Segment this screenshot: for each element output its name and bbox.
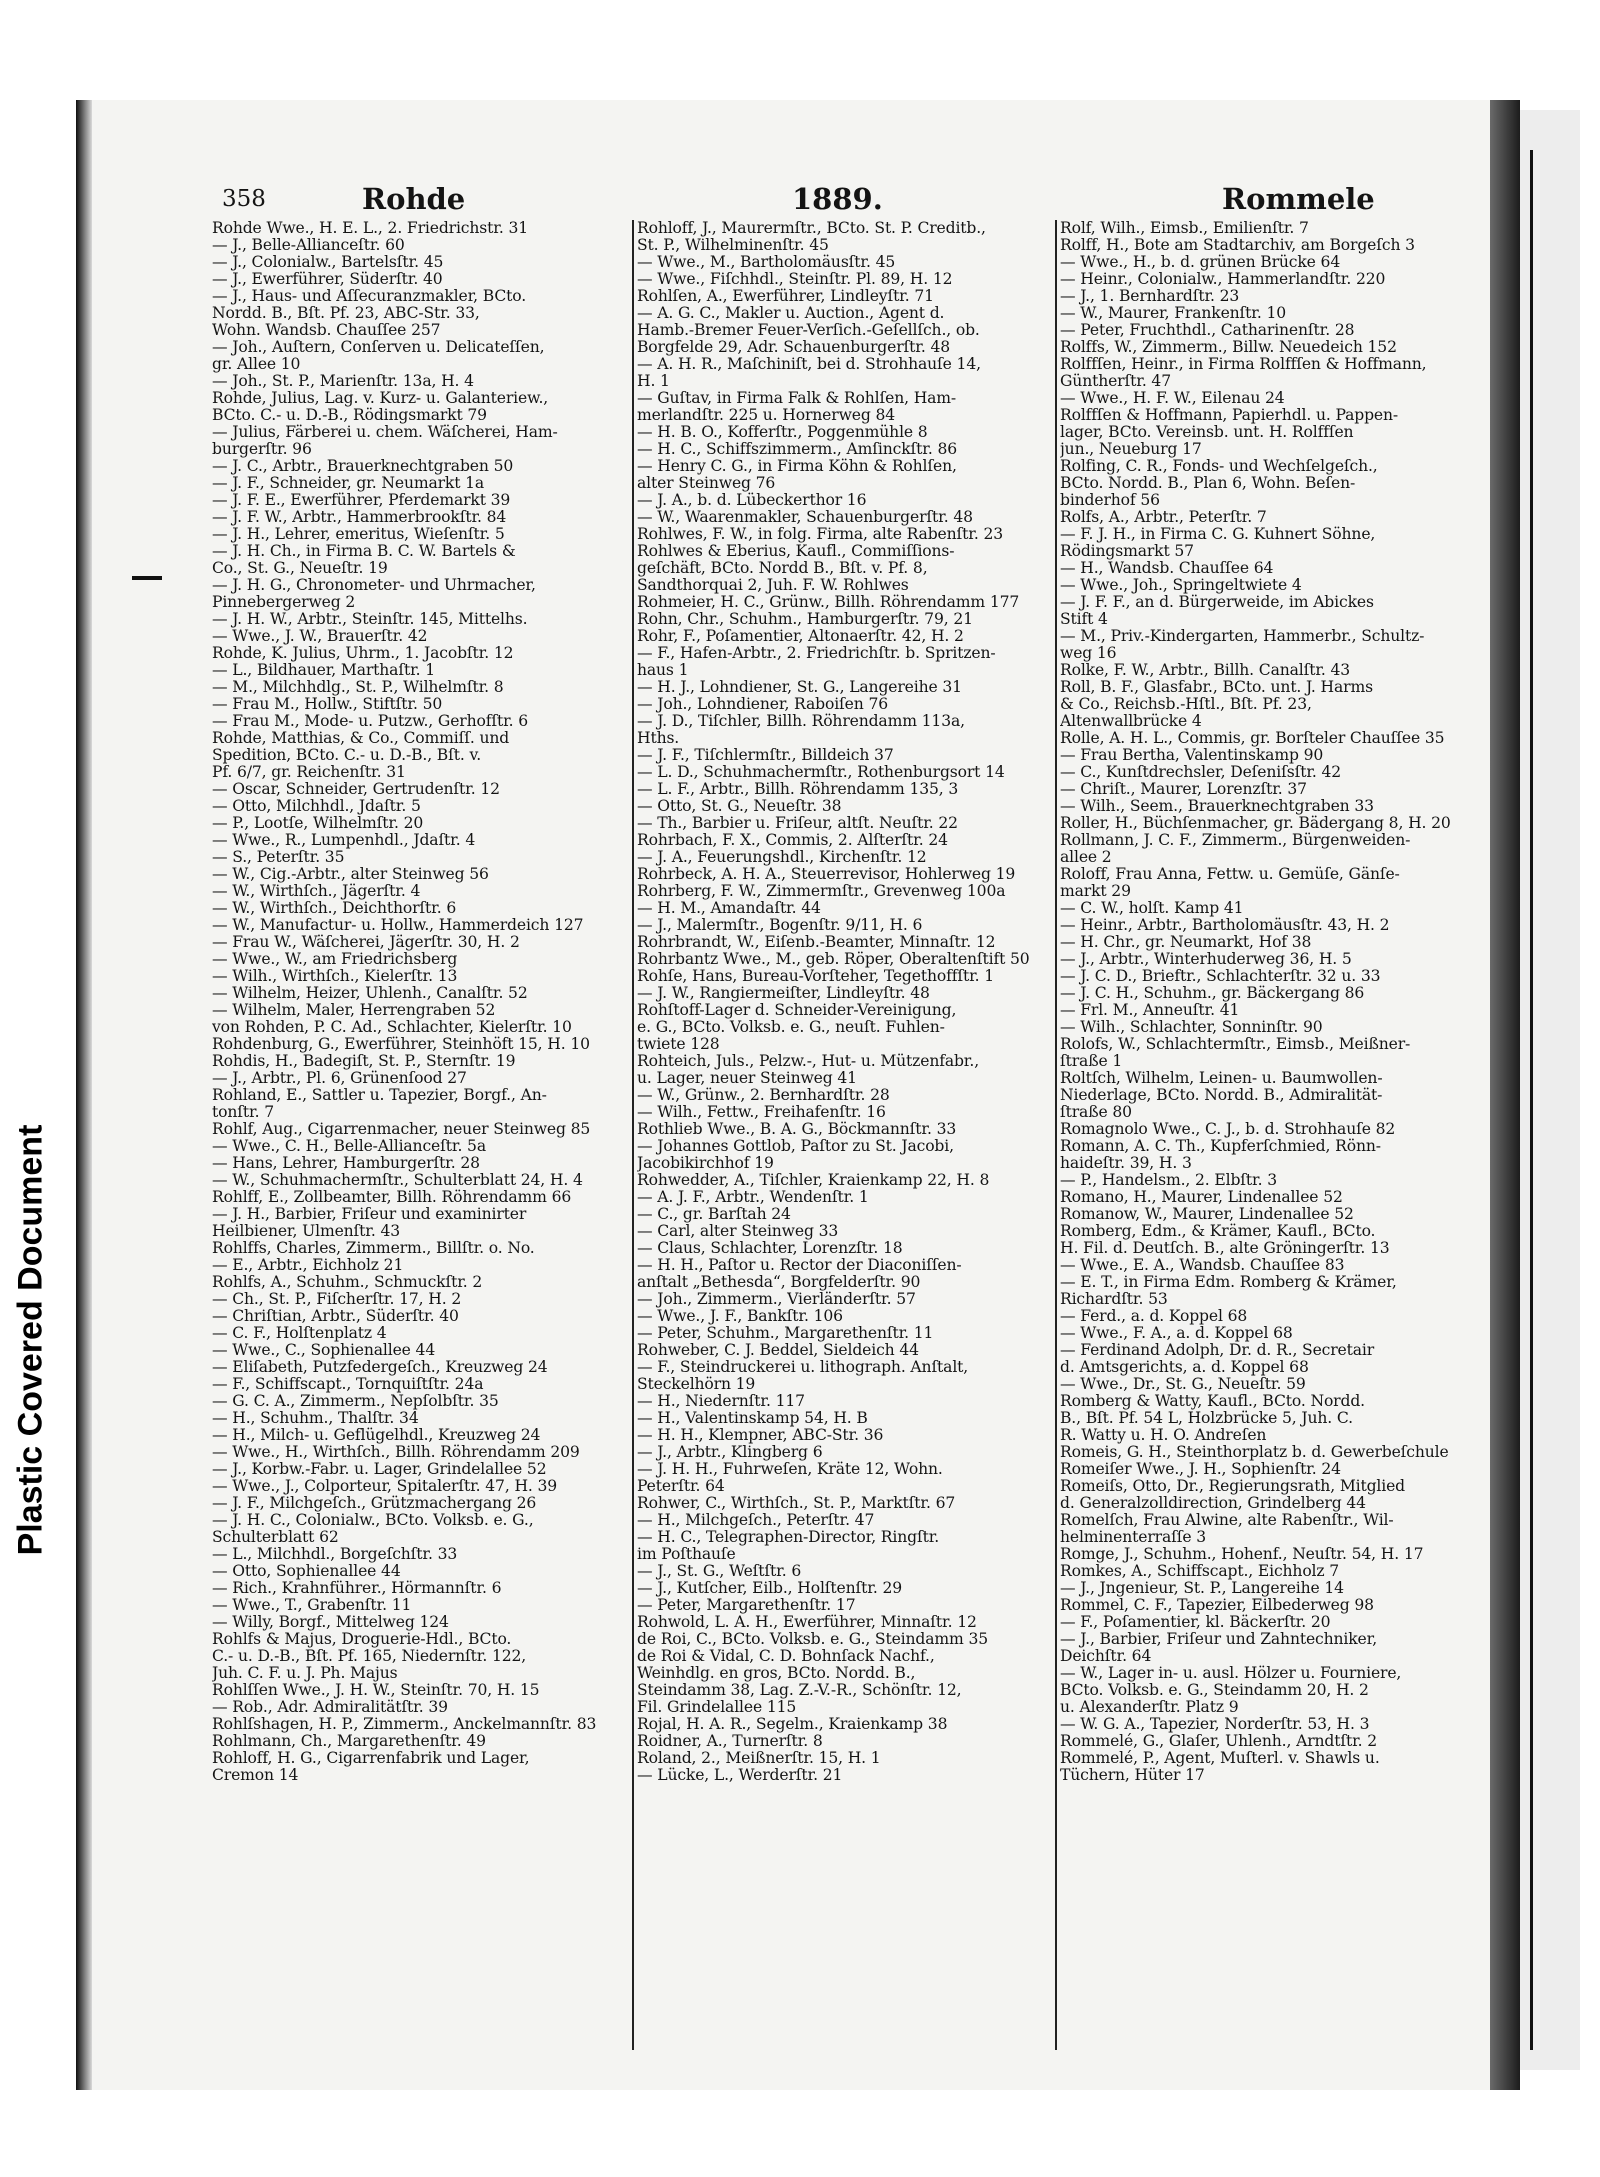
directory-entry-line: alter Steinweg 76 <box>637 475 776 492</box>
directory-entry-line: — A. G. C., Makler u. Auction., Agent d. <box>637 305 945 322</box>
directory-entry-line: — H. H., Klempner, ABC-Str. 36 <box>637 1427 884 1444</box>
column-divider <box>632 220 634 2050</box>
directory-entry-line: — Peter, Margarethenſtr. 17 <box>637 1597 856 1614</box>
directory-entry-line: — Ferdinand Adolph, Dr. d. R., Secretair <box>1060 1342 1375 1359</box>
directory-entry-line: — Wwe., H., Wirthſch., Billh. Röhrendamm 209 <box>212 1444 580 1461</box>
directory-entry-line: — Ferd., a. d. Koppel 68 <box>1060 1308 1248 1325</box>
directory-entry-line: Romeiſer Wwe., J. H., Sophienſtr. 24 <box>1060 1461 1341 1478</box>
directory-entry-line: — M., Milchhdlg., St. P., Wilhelmſtr. 8 <box>212 679 504 696</box>
header-right-word: Rommele <box>1222 182 1375 216</box>
directory-entry-line: Romanow, W., Maurer, Lindenallee 52 <box>1060 1206 1354 1223</box>
directory-entry-line: im Poſthauſe <box>637 1546 736 1563</box>
directory-entry-line: Rolffſen, Heinr., in Firma Rolffſen & Hoffmann, <box>1060 356 1427 373</box>
directory-entry-line: Roller, H., Büchſenmacher, gr. Bädergang 8, H. 20 <box>1060 815 1451 832</box>
directory-entry-line: — J. H. H., Fuhrweſen, Kräte 12, Wohn. <box>637 1461 943 1478</box>
directory-entry-line: Roltſch, Wilhelm, Leinen- u. Baumwollen- <box>1060 1070 1383 1087</box>
directory-entry-line: Rohrbantz Wwe., M., geb. Röper, Oberaltenſtift 50 <box>637 951 1030 968</box>
directory-entry-line: Rolofs, W., Schlachtermſtr., Eimsb., Meißner- <box>1060 1036 1411 1053</box>
directory-entry-line: Rolfs, A., Arbtr., Peterſtr. 7 <box>1060 509 1267 526</box>
directory-entry-line: — W., Grünw., 2. Bernhardſtr. 28 <box>637 1087 890 1104</box>
directory-entry-line: Co., St. G., Neueſtr. 19 <box>212 560 388 577</box>
directory-entry-line: Rohde, K. Julius, Uhrm., 1. Jacobſtr. 12 <box>212 645 514 662</box>
directory-entry-line: — H., Milch- u. Geflügelhdl., Kreuzweg 24 <box>212 1427 541 1444</box>
directory-entry-line: — F., Schiffscapt., Tornquiſtſtr. 24a <box>212 1376 484 1393</box>
directory-entry-line: Rommelé, G., Glaſer, Uhlenh., Arndtſtr. 2 <box>1060 1733 1378 1750</box>
directory-entry-line: — A. J. F., Arbtr., Wendenſtr. 1 <box>637 1189 869 1206</box>
directory-entry-line: — J. C., Arbtr., Brauerknechtgraben 50 <box>212 458 514 475</box>
directory-entry-line: — Wilhelm, Maler, Herrengraben 52 <box>212 1002 496 1019</box>
directory-entry-line: Wohn. Wandsb. Chauſſee 257 <box>212 322 441 339</box>
directory-entry-line: — J., Barbier, Friſeur und Zahntechniker, <box>1060 1631 1378 1648</box>
directory-entry-line: — C. W., holſt. Kamp 41 <box>1060 900 1244 917</box>
directory-entry-line: — Willy, Borgf., Mittelweg 124 <box>212 1614 449 1631</box>
directory-entry-line: Romberg & Watty, Kaufl., BCto. Nordd. <box>1060 1393 1365 1410</box>
directory-entry-line: Rohlſſen Wwe., J. H. W., Steinſtr. 70, H. 15 <box>212 1682 540 1699</box>
directory-entry-line: Rohlwes & Eberius, Kaufl., Commiſſions- <box>637 543 955 560</box>
directory-entry-line: — Frl. M., Anneuſtr. 41 <box>1060 1002 1240 1019</box>
directory-entry-line: jun., Neueburg 17 <box>1060 441 1202 458</box>
page-header <box>92 180 1490 220</box>
directory-entry-line: Rohrbrandt, W., Eiſenb.-Beamter, Minnaſtr. 12 <box>637 934 996 951</box>
directory-entry-line: — W., Wirthſch., Jägerſtr. 4 <box>212 883 421 900</box>
directory-entry-line: — Wwe., H. F. W., Eilenau 24 <box>1060 390 1285 407</box>
directory-entry-line: — F., Steindruckerei u. lithograph. Anſtalt, <box>637 1359 969 1376</box>
directory-entry-line: — Chriſt., Maurer, Lorenzſtr. 37 <box>1060 781 1307 798</box>
directory-entry-line: & Co., Reichsb.-Hſtl., Bſt. Pf. 23, <box>1060 696 1312 713</box>
directory-entry-line: Sandthorquai 2, Juh. F. W. Rohlwes <box>637 577 909 594</box>
directory-entry-line: Rohteich, Juls., Pelzw.-, Hut- u. Mützenfabr., <box>637 1053 980 1070</box>
directory-entry-line: — J. F., Schneider, gr. Neumarkt 1a <box>212 475 485 492</box>
directory-entry-line: Richardſtr. 53 <box>1060 1291 1168 1308</box>
directory-entry-line: — Wilh., Seem., Brauerknechtgraben 33 <box>1060 798 1374 815</box>
directory-entry-line: — J. A., b. d. Lübeckerthor 16 <box>637 492 867 509</box>
directory-entry-line: Rolf, Wilh., Eimsb., Emilienſtr. 7 <box>1060 220 1309 237</box>
directory-entry-line: — C., Kunſtdrechsler, Deſeniſsſtr. 42 <box>1060 764 1342 781</box>
directory-entry-line: — Wwe., E. A., Wandsb. Chauſſee 83 <box>1060 1257 1345 1274</box>
directory-entry-line: Rohrbeck, A. H. A., Steuerrevisor, Hohlerweg 19 <box>637 866 1016 883</box>
directory-entry-line: — Wwe., F. A., a. d. Koppel 68 <box>1060 1325 1293 1342</box>
directory-entry-line: haideſtr. 39, H. 3 <box>1060 1155 1192 1172</box>
directory-entry-line: — E., Arbtr., Eichholz 21 <box>212 1257 404 1274</box>
directory-entry-line: — J. F. W., Arbtr., Hammerbrookſtr. 84 <box>212 509 507 526</box>
directory-entry-line: — J. C. D., Brieftr., Schlachterſtr. 32 u. 33 <box>1060 968 1381 985</box>
directory-entry-line: — J. F., Milchgeſch., Grützmachergang 26 <box>212 1495 537 1512</box>
directory-entry-line: — H. J., Lohndiener, St. G., Langereihe 31 <box>637 679 962 696</box>
directory-entry-line: Schulterblatt 62 <box>212 1529 339 1546</box>
directory-entry-line: — E. T., in Firma Edm. Romberg & Krämer, <box>1060 1274 1397 1291</box>
directory-entry-line: Spedition, BCto. C.- u. D.-B., Bſt. v. <box>212 747 482 764</box>
directory-entry-line: Rohr, F., Poſamentier, Altonaerſtr. 42, H. 2 <box>637 628 964 645</box>
directory-entry-line: — J., Haus- und Aſſecuranzmakler, BCto. <box>212 288 527 305</box>
directory-entry-line: — Wwe., R., Lumpenhdl., Jdaſtr. 4 <box>212 832 476 849</box>
directory-entry-line: Rohrbach, F. X., Commis, 2. Alſterſtr. 24 <box>637 832 948 849</box>
directory-entry-line: — Rich., Krahnführer., Hörmannſtr. 6 <box>212 1580 502 1597</box>
directory-entry-line: burgerſtr. 96 <box>212 441 312 458</box>
directory-entry-line: — H. B. O., Kofferſtr., Poggenmühle 8 <box>637 424 928 441</box>
directory-entry-line: — J. F. F., an d. Bürgerweide, im Abickes <box>1060 594 1374 611</box>
directory-entry-line: — H., Milchgeſch., Peterſtr. 47 <box>637 1512 875 1529</box>
directory-entry-line: — Wwe., J. F., Bankſtr. 106 <box>637 1308 843 1325</box>
directory-entry-line: — Johannes Gottlob, Paſtor zu St. Jacobi, <box>637 1138 954 1155</box>
directory-entry-line: — H., Niedernſtr. 117 <box>637 1393 805 1410</box>
directory-entry-line: Rohde, Julius, Lag. v. Kurz- u. Galanteriew., <box>212 390 549 407</box>
page-number: 358 <box>222 186 266 212</box>
directory-entry-line: ſtraße 80 <box>1060 1104 1132 1121</box>
directory-entry-line: — J., Jngenieur, St. P., Langereihe 14 <box>1060 1580 1344 1597</box>
directory-entry-line: — H. M., Amandaſtr. 44 <box>637 900 821 917</box>
directory-entry-line: Roland, 2., Meißnerſtr. 15, H. 1 <box>637 1750 881 1767</box>
directory-entry-line: — H., Wandsb. Chauſſee 64 <box>1060 560 1274 577</box>
directory-entry-line: — J. F., Tiſchlermſtr., Billdeich 37 <box>637 747 894 764</box>
directory-entry-line: — L., Bildhauer, Marthaſtr. 1 <box>212 662 436 679</box>
margin-mark <box>132 576 162 580</box>
directory-entry-line: Rohdenburg, G., Ewerführer, Steinhöft 15, H. 10 <box>212 1036 590 1053</box>
directory-entry-line: — H., Valentinskamp 54, H. B <box>637 1410 868 1427</box>
directory-entry-line: Deichſtr. 64 <box>1060 1648 1152 1665</box>
directory-page <box>92 100 1490 2090</box>
directory-entry-line: — Frau Bertha, Valentinskamp 90 <box>1060 747 1324 764</box>
directory-entry-line: Cremon 14 <box>212 1767 299 1784</box>
directory-entry-line: — Oscar, Schneider, Gertrudenſtr. 12 <box>212 781 500 798</box>
directory-entry-line: Stift 4 <box>1060 611 1108 628</box>
directory-entry-line: — Joh., St. P., Marienſtr. 13a, H. 4 <box>212 373 474 390</box>
directory-entry-line: — W. G. A., Tapezier, Norderſtr. 53, H. 3 <box>1060 1716 1370 1733</box>
directory-entry-line: — Frau W., Wäſcherei, Jägerſtr. 30, H. 2 <box>212 934 520 951</box>
directory-entry-line: H. Fil. d. Deutſch. B., alte Gröningerſtr. 13 <box>1060 1240 1390 1257</box>
directory-entry-line: e. G., BCto. Volksb. e. G., neuſt. Fuhlen- <box>637 1019 945 1036</box>
directory-entry-line: u. Lager, neuer Steinweg 41 <box>637 1070 857 1087</box>
directory-entry-line: — Wwe., J. W., Brauerſtr. 42 <box>212 628 428 645</box>
directory-entry-line: merlandſtr. 225 u. Hornerweg 84 <box>637 407 896 424</box>
directory-entry-line: gr. Allee 10 <box>212 356 301 373</box>
directory-entry-line: — H. C., Telegraphen-Director, Ringſtr. <box>637 1529 940 1546</box>
directory-entry-line: — C. F., Holſtenplatz 4 <box>212 1325 387 1342</box>
directory-entry-line: — H. H., Paſtor u. Rector der Diaconiſſen- <box>637 1257 962 1274</box>
directory-entry-line: — J., Arbtr., Klingberg 6 <box>637 1444 823 1461</box>
directory-entry-line: Rohwold, L. A. H., Ewerführer, Minnaſtr. 12 <box>637 1614 977 1631</box>
directory-entry-line: weg 16 <box>1060 645 1117 662</box>
directory-entry-line: — J., Kutſcher, Eilb., Holſtenſtr. 29 <box>637 1580 902 1597</box>
directory-entry-line: — J., St. G., Weſtſtr. 6 <box>637 1563 802 1580</box>
directory-entry-line: Rohlffs, Charles, Zimmerm., Billſtr. o. No. <box>212 1240 535 1257</box>
directory-entry-line: — Frau M., Mode- u. Putzw., Gerhofſtr. 6 <box>212 713 529 730</box>
directory-entry-line: — L. D., Schuhmachermſtr., Rothenburgsort 14 <box>637 764 1005 781</box>
directory-column-3 <box>1060 220 1480 1784</box>
directory-entry-line: Rohlſen, A., Ewerführer, Lindleyſtr. 71 <box>637 288 934 305</box>
directory-entry-line: Weinhdlg. en gros, BCto. Nordd. B., <box>637 1665 916 1682</box>
directory-entry-line: Jacobikirchhof 19 <box>637 1155 774 1172</box>
directory-entry-line: Romelſch, Frau Alwine, alte Rabenſtr., Wil- <box>1060 1512 1394 1529</box>
directory-entry-line: Rohwer, C., Wirthſch., St. P., Marktſtr. 67 <box>637 1495 956 1512</box>
directory-entry-line: Rolffs, W., Zimmerm., Billw. Neuedeich 152 <box>1060 339 1397 356</box>
directory-entry-line: lager, BCto. Vereinsb. unt. H. Rolffſen <box>1060 424 1354 441</box>
directory-entry-line: Rolffſen & Hoffmann, Papierhdl. u. Pappen- <box>1060 407 1399 424</box>
directory-entry-line: Fil. Grindelallee 115 <box>637 1699 797 1716</box>
directory-entry-line: — F., Hafen-Arbtr., 2. Friedrichſtr. b. Spritzen- <box>637 645 996 662</box>
directory-entry-line: Rohn, Chr., Schuhm., Hamburgerſtr. 79, 21 <box>637 611 973 628</box>
directory-entry-line: — Frau M., Hollw., Stiftſtr. 50 <box>212 696 443 713</box>
directory-entry-line: — H. Chr., gr. Neumarkt, Hof 38 <box>1060 934 1312 951</box>
directory-entry-line: — Wwe., T., Grabenſtr. 11 <box>212 1597 412 1614</box>
directory-entry-line: — Wwe., W., am Friedrichsberg <box>212 951 458 968</box>
page-edge <box>1490 100 1520 2090</box>
directory-entry-line: — J., Arbtr., Pl. 6, Grünenſood 27 <box>212 1070 467 1087</box>
plastic-cover-label-text: Plastic Covered Document <box>11 1124 50 1556</box>
directory-entry-line: — Wwe., Fiſchhdl., Steinſtr. Pl. 89, H. 12 <box>637 271 953 288</box>
directory-entry-line: de Roi, C., BCto. Volksb. e. G., Steindamm 35 <box>637 1631 988 1648</box>
directory-entry-line: Rohlf, Aug., Cigarrenmacher, neuer Steinweg 85 <box>212 1121 591 1138</box>
facing-page-rule <box>1530 150 1533 2050</box>
directory-entry-line: Rohlſshagen, H. P., Zimmerm., Anckelmannſtr. 83 <box>212 1716 597 1733</box>
directory-entry-line: — W., Wirthſch., Deichthorſtr. 6 <box>212 900 457 917</box>
directory-entry-line: Pinnebergerweg 2 <box>212 594 356 611</box>
directory-entry-line: — J., Ewerführer, Süderſtr. 40 <box>212 271 443 288</box>
directory-entry-line: Rohlfs & Majus, Droguerie-Hdl., BCto. <box>212 1631 512 1648</box>
directory-entry-line: twiete 128 <box>637 1036 720 1053</box>
directory-entry-line: H. 1 <box>637 373 670 390</box>
directory-entry-line: — Otto, Milchhdl., Jdaſtr. 5 <box>212 798 421 815</box>
directory-entry-line: — Julius, Färberei u. chem. Wäſcherei, Ham- <box>212 424 558 441</box>
directory-entry-line: — Otto, St. G., Neueſtr. 38 <box>637 798 842 815</box>
directory-entry-line: Rolff, H., Bote am Stadtarchiv, am Borgeſch 3 <box>1060 237 1415 254</box>
directory-entry-line: — Heinr., Arbtr., Bartholomäusſtr. 43, H. 2 <box>1060 917 1390 934</box>
directory-entry-line: — Joh., Lohndiener, Raboiſen 76 <box>637 696 889 713</box>
header-left-word: Rohde <box>362 182 466 216</box>
directory-entry-line: — Wilhelm, Heizer, Uhlenh., Canalſtr. 52 <box>212 985 528 1002</box>
directory-entry-line: — A. H. R., Maſchiniſt, bei d. Strohhauſe 14, <box>637 356 981 373</box>
directory-entry-line: — Hans, Lehrer, Hamburgerſtr. 28 <box>212 1155 480 1172</box>
directory-entry-line: Niederlage, BCto. Nordd. B., Admiralität- <box>1060 1087 1383 1104</box>
directory-entry-line: Rohmeier, H. C., Grünw., Billh. Röhrendamm 177 <box>637 594 1020 611</box>
directory-entry-line: — Peter, Fruchthdl., Catharinenſtr. 28 <box>1060 322 1355 339</box>
directory-entry-line: ſtraße 1 <box>1060 1053 1123 1070</box>
directory-entry-line: St. P., Wilhelminenſtr. 45 <box>637 237 829 254</box>
directory-entry-line: — P., Lootſe, Wilhelmſtr. 20 <box>212 815 424 832</box>
directory-entry-line: Romann, A. C. Th., Kupferſchmied, Rönn- <box>1060 1138 1381 1155</box>
directory-entry-line: de Roi & Vidal, C. D. Bohnſack Nachf., <box>637 1648 935 1665</box>
directory-entry-line: Güntherſtr. 47 <box>1060 373 1171 390</box>
directory-entry-line: Rödingsmarkt 57 <box>1060 543 1194 560</box>
directory-entry-line: — M., Priv.-Kindergarten, Hammerbr., Schultz- <box>1060 628 1425 645</box>
directory-entry-line: Romeiſs, Otto, Dr., Regierungsrath, Mitglied <box>1060 1478 1406 1495</box>
directory-entry-line: — F., Poſamentier, kl. Bäckerſtr. 20 <box>1060 1614 1331 1631</box>
directory-entry-line: — Guſtav, in Firma Falk & Rohlſen, Ham- <box>637 390 957 407</box>
directory-entry-line: Romkes, A., Schiffscapt., Eichholz 7 <box>1060 1563 1340 1580</box>
directory-entry-line: Rohde, Matthias, & Co., Commiſſ. und <box>212 730 510 747</box>
directory-entry-line: — J. A., Feuerungshdl., Kirchenſtr. 12 <box>637 849 927 866</box>
directory-entry-line: Rolke, F. W., Arbtr., Billh. Canalſtr. 43 <box>1060 662 1351 679</box>
directory-entry-line: — W., Cig.-Arbtr., alter Steinweg 56 <box>212 866 489 883</box>
directory-entry-line: Peterſtr. 64 <box>637 1478 725 1495</box>
directory-entry-line: — J. H. G., Chronometer- und Uhrmacher, <box>212 577 536 594</box>
directory-entry-line: — J. H. C., Colonialw., BCto. Volksb. e. G., <box>212 1512 534 1529</box>
directory-entry-line: BCto. Volksb. e. G., Steindamm 20, H. 2 <box>1060 1682 1369 1699</box>
directory-entry-line: — Wwe., H., b. d. grünen Brücke 64 <box>1060 254 1341 271</box>
directory-entry-line: — S., Peterſtr. 35 <box>212 849 345 866</box>
directory-entry-line: — L. F., Arbtr., Billh. Röhrendamm 135, 3 <box>637 781 959 798</box>
directory-entry-line: — J., Malermſtr., Bogenſtr. 9/11, H. 6 <box>637 917 923 934</box>
directory-entry-line: Juh. C. F. u. J. Ph. Majus <box>212 1665 398 1682</box>
directory-entry-line: Rohde Wwe., H. E. L., 2. Friedrichstr. 31 <box>212 220 528 237</box>
directory-entry-line: Altenwallbrücke 4 <box>1060 713 1202 730</box>
directory-entry-line: — L., Milchhdl., Borgeſchſtr. 33 <box>212 1546 458 1563</box>
directory-entry-line: Rohwedder, A., Tiſchler, Kraienkamp 22, H. 8 <box>637 1172 990 1189</box>
directory-entry-line: — W., Waarenmakler, Schauenburgerſtr. 48 <box>637 509 973 526</box>
directory-entry-line: BCto. Nordd. B., Plan 6, Wohn. Beſen- <box>1060 475 1356 492</box>
directory-entry-line: — J., Belle-Allianceſtr. 60 <box>212 237 405 254</box>
directory-entry-line: — Wilh., Schlachter, Sonninſtr. 90 <box>1060 1019 1323 1036</box>
plastic-cover-label <box>0 1080 62 1600</box>
directory-entry-line: — Ch., St. P., Fiſcherſtr. 17, H. 2 <box>212 1291 462 1308</box>
directory-entry-line: Roloff, Frau Anna, Fettw. u. Gemüſe, Gänſe- <box>1060 866 1400 883</box>
directory-entry-line: — Peter, Schuhm., Margarethenſtr. 11 <box>637 1325 934 1342</box>
directory-entry-line: Rohlmann, Ch., Margarethenſtr. 49 <box>212 1733 486 1750</box>
directory-entry-line: — Henry C. G., in Firma Köhn & Rohlſen, <box>637 458 957 475</box>
directory-entry-line: Rohlwes, F. W., in folg. Firma, alte Rabenſtr. 23 <box>637 526 1003 543</box>
directory-column-1 <box>212 220 632 1784</box>
directory-entry-line: Rolfing, C. R., Fonds- und Wechſelgeſch., <box>1060 458 1378 475</box>
directory-entry-line: — J., Korbw.-Fabr. u. Lager, Grindelallee 52 <box>212 1461 547 1478</box>
directory-entry-line: — J. H. Ch., in Firma B. C. W. Bartels & <box>212 543 516 560</box>
directory-entry-line: Romano, H., Maurer, Lindenallee 52 <box>1060 1189 1343 1206</box>
directory-entry-line: — Joh., Zimmerm., Vierländerſtr. 57 <box>637 1291 916 1308</box>
directory-entry-line: Pf. 6/7, gr. Reichenſtr. 31 <box>212 764 406 781</box>
binding-shadow <box>76 100 92 2090</box>
directory-entry-line: Rohlfs, A., Schuhm., Schmuckſtr. 2 <box>212 1274 483 1291</box>
directory-entry-line: — H., Schuhm., Thalſtr. 34 <box>212 1410 419 1427</box>
directory-entry-line: Borgfelde 29, Adr. Schauenburgerſtr. 48 <box>637 339 950 356</box>
directory-entry-line: R. Watty u. H. O. Andreſen <box>1060 1427 1267 1444</box>
directory-entry-line: d. Amtsgerichts, a. d. Koppel 68 <box>1060 1359 1309 1376</box>
directory-entry-line: — Wwe., M., Bartholomäusſtr. 45 <box>637 254 896 271</box>
directory-entry-line: — Th., Barbier u. Friſeur, altſt. Neuſtr. 22 <box>637 815 958 832</box>
directory-entry-line: — J. H., Barbier, Friſeur und examinirter <box>212 1206 527 1223</box>
directory-entry-line: — Wilh., Fettw., Freihafenſtr. 16 <box>637 1104 886 1121</box>
directory-entry-line: Romagnolo Wwe., C. J., b. d. Strohhauſe 82 <box>1060 1121 1396 1138</box>
directory-entry-line: Rohrberg, F. W., Zimmermſtr., Grevenweg 100a <box>637 883 1006 900</box>
directory-entry-line: tonſtr. 7 <box>212 1104 274 1121</box>
directory-entry-line: Heilbiener, Ulmenſtr. 43 <box>212 1223 401 1240</box>
directory-entry-line: — F. J. H., in Firma C. G. Kuhnert Söhne, <box>1060 526 1376 543</box>
directory-entry-line: — Eliſabeth, Putzfedergeſch., Kreuzweg 24 <box>212 1359 548 1376</box>
directory-entry-line: Rohdis, H., Badegiſt, St. P., Sternſtr. 19 <box>212 1053 516 1070</box>
directory-entry-line: — Wilh., Wirthſch., Kielerſtr. 13 <box>212 968 458 985</box>
directory-entry-line: — W., Lager in- u. ausl. Hölzer u. Fourniere, <box>1060 1665 1402 1682</box>
directory-entry-line: Romeis, G. H., Steinthorplatz b. d. Gewerbeſchule <box>1060 1444 1449 1461</box>
directory-entry-line: — P., Handelsm., 2. Elbſtr. 3 <box>1060 1172 1277 1189</box>
directory-entry-line: Rollmann, J. C. F., Zimmerm., Bürgenweiden- <box>1060 832 1411 849</box>
directory-entry-line: — Wwe., Joh., Springeltwiete 4 <box>1060 577 1302 594</box>
directory-entry-line: — H. C., Schiffszimmerm., Amſinckſtr. 86 <box>637 441 957 458</box>
directory-entry-line: — J. F. E., Ewerführer, Pferdemarkt 39 <box>212 492 511 509</box>
directory-entry-line: — J. H., Lehrer, emeritus, Wieſenſtr. 5 <box>212 526 505 543</box>
header-year: 1889. <box>792 182 883 216</box>
directory-entry-line: Rohſtoff-Lager d. Schneider-Vereinigung, <box>637 1002 957 1019</box>
directory-entry-line: markt 29 <box>1060 883 1131 900</box>
directory-entry-line: Rothlieb Wwe., B. A. G., Böckmannſtr. 33 <box>637 1121 957 1138</box>
directory-entry-line: Rohloff, H. G., Cigarrenfabrik und Lager, <box>212 1750 530 1767</box>
directory-entry-line: Rommel, C. F., Tapezier, Eilbederweg 98 <box>1060 1597 1374 1614</box>
directory-entry-line: — Chriſtian, Arbtr., Süderſtr. 40 <box>212 1308 459 1325</box>
directory-entry-line: Hths. <box>637 730 680 747</box>
directory-entry-line: Romberg, Edm., & Krämer, Kaufl., BCto. <box>1060 1223 1376 1240</box>
directory-entry-line: — Joh., Auſtern, Conſerven u. Delicateſſen, <box>212 339 545 356</box>
directory-entry-line: haus 1 <box>637 662 689 679</box>
directory-entry-line: Rolle, A. H. L., Commis, gr. Borſteler Chauſſee 35 <box>1060 730 1445 747</box>
directory-entry-line: Rommelé, P., Agent, Muſterl. v. Shawls u. <box>1060 1750 1380 1767</box>
directory-entry-line: Rohſe, Hans, Bureau-Vorſteher, Tegethoffſtr. 1 <box>637 968 995 985</box>
directory-entry-line: Tüchern, Hüter 17 <box>1060 1767 1205 1784</box>
directory-entry-line: — Wwe., C. H., Belle-Allianceſtr. 5a <box>212 1138 486 1155</box>
directory-entry-line: — Lücke, L., Werderſtr. 21 <box>637 1767 843 1784</box>
directory-entry-line: — W., Manufactur- u. Hollw., Hammerdeich 127 <box>212 917 584 934</box>
directory-entry-line: — J. C. H., Schuhm., gr. Bäckergang 86 <box>1060 985 1365 1002</box>
directory-entry-line: Nordd. B., Bſt. Pf. 23, ABC-Str. 33, <box>212 305 480 322</box>
directory-entry-line: Steindamm 38, Lag. Z.-V.-R., Schönſtr. 12, <box>637 1682 962 1699</box>
directory-entry-line: Rohweber, C. J. Beddel, Sieldeich 44 <box>637 1342 919 1359</box>
directory-entry-line: — W., Maurer, Frankenſtr. 10 <box>1060 305 1287 322</box>
directory-entry-line: von Rohden, P. C. Ad., Schlachter, Kielerſtr. 10 <box>212 1019 572 1036</box>
directory-entry-line: — J. W., Rangiermeiſter, Lindleyſtr. 48 <box>637 985 930 1002</box>
directory-entry-line: geſchäft, BCto. Nordd B., Bſt. v. Pf. 8, <box>637 560 928 577</box>
directory-entry-line: d. Generalzolldirection, Grindelberg 44 <box>1060 1495 1366 1512</box>
directory-entry-line: B., Bſt. Pf. 54 L, Holzbrücke 5, Juh. C. <box>1060 1410 1353 1427</box>
directory-entry-line: C.- u. D.-B., Bſt. Pf. 165, Niedernſtr. 122, <box>212 1648 527 1665</box>
directory-entry-line: — J., 1. Bernhardſtr. 23 <box>1060 288 1240 305</box>
directory-entry-line: — Claus, Schlachter, Lorenzſtr. 18 <box>637 1240 903 1257</box>
directory-entry-line: — J., Colonialw., Bartelsſtr. 45 <box>212 254 444 271</box>
facing-page-sliver <box>1520 110 1580 2070</box>
directory-entry-line: — Otto, Sophienallee 44 <box>212 1563 401 1580</box>
directory-column-2 <box>637 220 1057 1784</box>
directory-entry-line: — Wwe., J., Colporteur, Spitalerſtr. 47, H. 39 <box>212 1478 558 1495</box>
directory-entry-line: — Rob., Adr. Admiralitätſtr. 39 <box>212 1699 448 1716</box>
directory-entry-line: — Wwe., C., Sophienallee 44 <box>212 1342 436 1359</box>
directory-entry-line: — J. D., Tiſchler, Billh. Röhrendamm 113a, <box>637 713 965 730</box>
directory-entry-line: anſtalt „Bethesda“, Borgfelderſtr. 90 <box>637 1274 921 1291</box>
directory-entry-line: u. Alexanderſtr. Platz 9 <box>1060 1699 1239 1716</box>
directory-entry-line: binderhof 56 <box>1060 492 1160 509</box>
directory-entry-line: — C., gr. Barſtah 24 <box>637 1206 791 1223</box>
directory-entry-line: Romge, J., Schuhm., Hohenf., Neuſtr. 54, H. 17 <box>1060 1546 1424 1563</box>
directory-entry-line: — W., Schuhmachermſtr., Schulterblatt 24, H. 4 <box>212 1172 583 1189</box>
directory-entry-line: — Carl, alter Steinweg 33 <box>637 1223 839 1240</box>
directory-entry-line: Rohloff, J., Maurermſtr., BCto. St. P. Creditb., <box>637 220 986 237</box>
directory-entry-line: Rohland, E., Sattler u. Tapezier, Borgf., An- <box>212 1087 547 1104</box>
directory-entry-line: Steckelhörn 19 <box>637 1376 756 1393</box>
directory-entry-line: — G. C. A., Zimmerm., Nepſolbſtr. 35 <box>212 1393 499 1410</box>
directory-entry-line: — J., Arbtr., Winterhuderweg 36, H. 5 <box>1060 951 1352 968</box>
directory-entry-line: allee 2 <box>1060 849 1112 866</box>
directory-entry-line: Hamb.-Bremer Feuer-Verſich.-Geſellſch., ob. <box>637 322 980 339</box>
directory-entry-line: BCto. C.- u. D.-B., Rödingsmarkt 79 <box>212 407 487 424</box>
directory-entry-line: Roidner, A., Turnerſtr. 8 <box>637 1733 823 1750</box>
directory-entry-line: — J. H. W., Arbtr., Steinſtr. 145, Mittelhs. <box>212 611 528 628</box>
directory-entry-line: — Heinr., Colonialw., Hammerlandſtr. 220 <box>1060 271 1386 288</box>
directory-entry-line: Rohlff, E., Zollbeamter, Billh. Röhrendamm 66 <box>212 1189 572 1206</box>
directory-entry-line: Roll, B. F., Glasfabr., BCto. unt. J. Harms <box>1060 679 1373 696</box>
directory-entry-line: — Wwe., Dr., St. G., Neueſtr. 59 <box>1060 1376 1306 1393</box>
directory-entry-line: helminenterraſſe 3 <box>1060 1529 1206 1546</box>
directory-entry-line: Rojal, H. A. R., Segelm., Kraienkamp 38 <box>637 1716 948 1733</box>
